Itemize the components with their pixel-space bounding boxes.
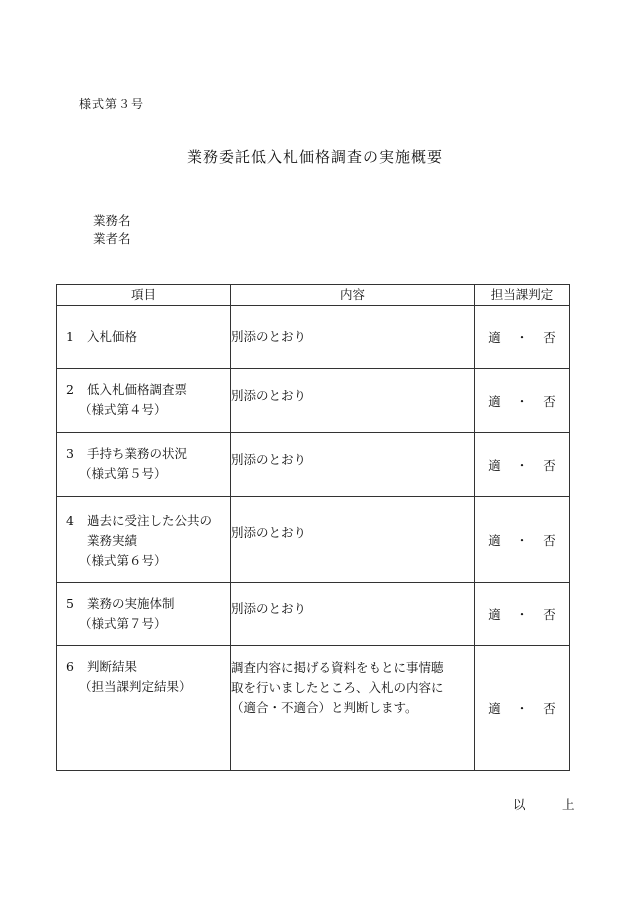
verdict-ng: 否: [543, 532, 556, 548]
content-line: （適合・不適合）と判断します。: [231, 700, 418, 715]
verdict-separator: ・: [515, 393, 529, 409]
item-cell: [57, 646, 231, 771]
verdict-cell: [475, 433, 570, 497]
verdict-ng: 否: [543, 457, 556, 473]
item-label: 入札価格: [87, 329, 138, 344]
item-cell: [57, 497, 231, 583]
item-label: 過去に受注した公共の: [87, 513, 213, 528]
page-title: 業務委託低入札価格調査の実施概要: [186, 148, 443, 166]
item-sublabel: （様式第４号）: [79, 402, 167, 417]
verdict-cell: [475, 583, 570, 646]
item-sublabel: （様式第５号）: [79, 466, 167, 481]
item-sublabel: （様式第７号）: [79, 616, 167, 631]
verdict-separator: ・: [515, 607, 529, 622]
verdict-ok: 適: [488, 532, 501, 548]
content-text: 別添のとおり: [231, 388, 307, 403]
item-label: 業務の実施体制: [87, 596, 175, 611]
item-cell: [57, 583, 231, 646]
verdict-separator: ・: [515, 532, 529, 548]
verdict-cell: [475, 369, 570, 433]
content-cell: [231, 497, 475, 583]
content-cell: [231, 433, 475, 497]
item-number: 3: [66, 446, 74, 461]
verdict-ng: 否: [543, 393, 556, 409]
survey-table: [56, 284, 570, 771]
closing-mark: 以 上: [513, 797, 587, 812]
header-item: 項目: [57, 285, 231, 306]
verdict-ok: 適: [488, 393, 501, 409]
verdict-ok: 適: [488, 607, 501, 622]
content-cell: [231, 369, 475, 433]
content-line: 取を行いましたところ、入札の内容に: [231, 680, 444, 695]
table-row: [57, 646, 570, 771]
item-sublabel: （様式第６号）: [79, 553, 167, 568]
item-number: 5: [66, 596, 74, 611]
verdict-cell: [475, 497, 570, 583]
work-name-label: 業務名: [93, 213, 131, 228]
verdict-cell: [475, 306, 570, 369]
table-row: [57, 497, 570, 583]
item-cell: [57, 306, 231, 369]
verdict-separator: ・: [515, 457, 529, 473]
item-number: 6: [66, 659, 74, 674]
item-label: 低入札価格調査票: [87, 382, 188, 397]
content-text: 別添のとおり: [231, 452, 307, 467]
contractor-label: 業者名: [93, 231, 131, 246]
item-label: 判断結果: [87, 659, 138, 674]
content-cell: [231, 306, 475, 369]
verdict-ok: 適: [488, 701, 501, 716]
item-number: 2: [66, 382, 74, 397]
content-text: 別添のとおり: [231, 329, 307, 344]
header-content: 内容: [231, 285, 475, 306]
item-sublabel: （担当課判定結果）: [79, 679, 192, 694]
content-line: 調査内容に掲げる資料をもとに事情聴: [231, 660, 444, 675]
content-text: 別添のとおり: [231, 601, 307, 616]
verdict-ng: 否: [543, 701, 556, 716]
table-row: [57, 369, 570, 433]
header-verdict: 担当課判定: [475, 285, 570, 306]
verdict-ng: 否: [543, 330, 556, 345]
content-cell: [231, 583, 475, 646]
verdict-cell: [475, 646, 570, 771]
item-cell: [57, 433, 231, 497]
content-cell: [231, 646, 475, 771]
table-row: [57, 306, 570, 369]
verdict-separator: ・: [515, 330, 529, 345]
verdict-separator: ・: [515, 701, 529, 716]
item-cell: [57, 369, 231, 433]
item-number: 1: [66, 329, 74, 344]
content-text: 別添のとおり: [231, 525, 307, 540]
verdict-ng: 否: [543, 607, 556, 622]
table-row: [57, 433, 570, 497]
table-header-row: [57, 285, 570, 306]
item-number: 4: [66, 513, 74, 528]
form-number: 様式第３号: [79, 97, 145, 111]
table-row: [57, 583, 570, 646]
verdict-ok: 適: [488, 330, 501, 345]
verdict-ok: 適: [488, 457, 501, 473]
item-label: 手持ち業務の状況: [87, 446, 188, 461]
item-label-continued: 業務実績: [87, 533, 138, 548]
